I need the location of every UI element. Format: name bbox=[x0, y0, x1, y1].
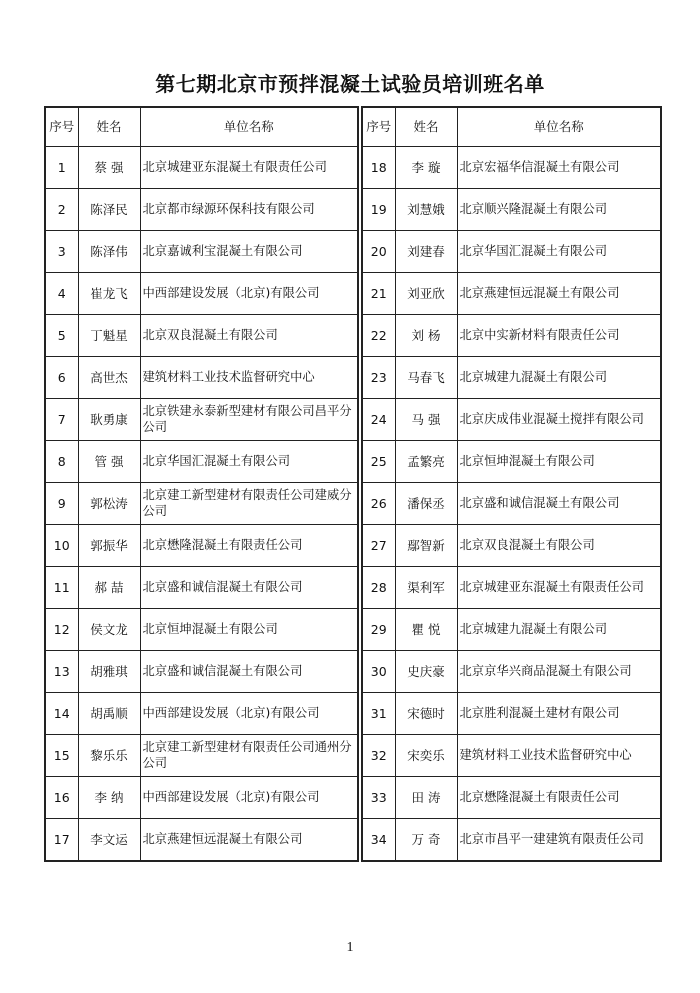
row-unit: 北京懋隆混凝土有限责任公司 bbox=[140, 525, 358, 567]
table-row bbox=[362, 231, 661, 273]
table-row bbox=[45, 735, 358, 777]
row-index: 26 bbox=[362, 483, 395, 525]
row-name: 孟繁亮 bbox=[395, 441, 457, 483]
row-index: 8 bbox=[45, 441, 78, 483]
row-unit: 北京嘉诚利宝混凝土有限公司 bbox=[140, 231, 358, 273]
table-row bbox=[362, 357, 661, 399]
table-row bbox=[45, 441, 358, 483]
table-row bbox=[45, 357, 358, 399]
row-unit: 北京顺兴隆混凝土有限公司 bbox=[457, 189, 661, 231]
table-row bbox=[45, 651, 358, 693]
roster-body-left bbox=[45, 147, 358, 862]
row-name: 丁魁星 bbox=[78, 315, 140, 357]
row-name: 马 强 bbox=[395, 399, 457, 441]
document-title: 第七期北京市预拌混凝土试验员培训班名单 bbox=[155, 72, 545, 96]
row-index: 30 bbox=[362, 651, 395, 693]
table-row bbox=[45, 189, 358, 231]
row-name: 李文运 bbox=[78, 819, 140, 862]
row-index: 28 bbox=[362, 567, 395, 609]
row-unit: 北京建工新型建材有限责任公司建威分公司 bbox=[140, 483, 358, 525]
row-index: 1 bbox=[45, 147, 78, 189]
row-name: 刘亚欣 bbox=[395, 273, 457, 315]
table-row bbox=[45, 147, 358, 189]
row-name: 万 奇 bbox=[395, 819, 457, 862]
row-index: 23 bbox=[362, 357, 395, 399]
table-row bbox=[45, 777, 358, 819]
header-index: 序号 bbox=[362, 107, 395, 147]
row-unit: 北京双良混凝土有限公司 bbox=[457, 525, 661, 567]
row-index: 9 bbox=[45, 483, 78, 525]
row-index: 19 bbox=[362, 189, 395, 231]
table-row bbox=[45, 315, 358, 357]
row-name: 李 纳 bbox=[78, 777, 140, 819]
row-name: 郭松涛 bbox=[78, 483, 140, 525]
row-name: 渠利军 bbox=[395, 567, 457, 609]
row-unit: 中西部建设发展（北京)有限公司 bbox=[140, 273, 358, 315]
row-index: 27 bbox=[362, 525, 395, 567]
row-index: 16 bbox=[45, 777, 78, 819]
table-row bbox=[45, 399, 358, 441]
row-index: 5 bbox=[45, 315, 78, 357]
row-unit: 北京宏福华信混凝土有限公司 bbox=[457, 147, 661, 189]
row-unit: 北京盛和诚信混凝土有限公司 bbox=[140, 567, 358, 609]
roster-table-right bbox=[361, 106, 662, 862]
table-row bbox=[362, 399, 661, 441]
row-name: 刘建春 bbox=[395, 231, 457, 273]
row-index: 21 bbox=[362, 273, 395, 315]
row-name: 陈泽伟 bbox=[78, 231, 140, 273]
row-name: 李 璇 bbox=[395, 147, 457, 189]
header-unit: 单位名称 bbox=[457, 107, 661, 147]
row-unit: 北京建工新型建材有限责任公司通州分公司 bbox=[140, 735, 358, 777]
row-name: 管 强 bbox=[78, 441, 140, 483]
table-row bbox=[45, 273, 358, 315]
row-unit: 北京恒坤混凝土有限公司 bbox=[457, 441, 661, 483]
table-row bbox=[362, 315, 661, 357]
row-name: 刘 杨 bbox=[395, 315, 457, 357]
row-name: 刘慧娥 bbox=[395, 189, 457, 231]
row-unit: 建筑材料工业技术监督研究中心 bbox=[457, 735, 661, 777]
row-unit: 北京燕建恒远混凝土有限公司 bbox=[140, 819, 358, 862]
row-index: 20 bbox=[362, 231, 395, 273]
table-row bbox=[362, 525, 661, 567]
row-index: 33 bbox=[362, 777, 395, 819]
table-row bbox=[362, 189, 661, 231]
row-unit: 中西部建设发展（北京)有限公司 bbox=[140, 693, 358, 735]
table-row bbox=[362, 147, 661, 189]
table-header-row bbox=[362, 107, 661, 147]
row-unit: 北京双良混凝土有限公司 bbox=[140, 315, 358, 357]
row-unit: 北京城建九混凝土有限公司 bbox=[457, 609, 661, 651]
row-index: 25 bbox=[362, 441, 395, 483]
row-index: 13 bbox=[45, 651, 78, 693]
row-name: 黎乐乐 bbox=[78, 735, 140, 777]
row-name: 鄢智新 bbox=[395, 525, 457, 567]
row-index: 6 bbox=[45, 357, 78, 399]
row-unit: 北京都市绿源环保科技有限公司 bbox=[140, 189, 358, 231]
row-name: 胡禹顺 bbox=[78, 693, 140, 735]
roster-table-left bbox=[44, 106, 359, 862]
row-index: 12 bbox=[45, 609, 78, 651]
table-row bbox=[362, 651, 661, 693]
header-index: 序号 bbox=[45, 107, 78, 147]
row-index: 34 bbox=[362, 819, 395, 862]
table-row bbox=[362, 609, 661, 651]
row-name: 瞿 悦 bbox=[395, 609, 457, 651]
row-index: 14 bbox=[45, 693, 78, 735]
row-name: 宋奕乐 bbox=[395, 735, 457, 777]
header-unit: 单位名称 bbox=[140, 107, 358, 147]
row-name: 胡雅琪 bbox=[78, 651, 140, 693]
header-name: 姓名 bbox=[395, 107, 457, 147]
page-number: 1 bbox=[346, 940, 354, 955]
table-row bbox=[362, 441, 661, 483]
row-index: 3 bbox=[45, 231, 78, 273]
table-row bbox=[45, 693, 358, 735]
table-row bbox=[45, 819, 358, 862]
row-unit: 北京铁建永泰新型建材有限公司昌平分公司 bbox=[140, 399, 358, 441]
row-index: 31 bbox=[362, 693, 395, 735]
row-unit: 北京城建九混凝土有限公司 bbox=[457, 357, 661, 399]
table-row bbox=[362, 483, 661, 525]
table-row bbox=[362, 693, 661, 735]
row-name: 陈泽民 bbox=[78, 189, 140, 231]
table-row bbox=[362, 777, 661, 819]
row-name: 郭振华 bbox=[78, 525, 140, 567]
row-index: 32 bbox=[362, 735, 395, 777]
row-unit: 中西部建设发展（北京)有限公司 bbox=[140, 777, 358, 819]
header-name: 姓名 bbox=[78, 107, 140, 147]
table-row bbox=[45, 567, 358, 609]
table-row bbox=[45, 525, 358, 567]
table-row bbox=[45, 609, 358, 651]
row-unit: 北京盛和诚信混凝土有限公司 bbox=[457, 483, 661, 525]
row-index: 4 bbox=[45, 273, 78, 315]
row-index: 10 bbox=[45, 525, 78, 567]
row-unit: 北京胜利混凝土建材有限公司 bbox=[457, 693, 661, 735]
roster-body-right bbox=[362, 147, 661, 862]
row-name: 潘保丞 bbox=[395, 483, 457, 525]
row-index: 11 bbox=[45, 567, 78, 609]
row-name: 崔龙飞 bbox=[78, 273, 140, 315]
row-unit: 北京京华兴商品混凝土有限公司 bbox=[457, 651, 661, 693]
row-unit: 北京懋隆混凝土有限责任公司 bbox=[457, 777, 661, 819]
row-name: 田 涛 bbox=[395, 777, 457, 819]
row-unit: 北京庆成伟业混凝土搅拌有限公司 bbox=[457, 399, 661, 441]
table-header-row bbox=[45, 107, 358, 147]
row-name: 侯文龙 bbox=[78, 609, 140, 651]
row-unit: 北京华国汇混凝土有限公司 bbox=[140, 441, 358, 483]
row-unit: 北京城建亚东混凝土有限责任公司 bbox=[140, 147, 358, 189]
row-unit: 北京城建亚东混凝土有限责任公司 bbox=[457, 567, 661, 609]
row-index: 29 bbox=[362, 609, 395, 651]
row-index: 2 bbox=[45, 189, 78, 231]
row-index: 7 bbox=[45, 399, 78, 441]
table-row bbox=[45, 231, 358, 273]
row-index: 24 bbox=[362, 399, 395, 441]
row-name: 耿勇康 bbox=[78, 399, 140, 441]
row-unit: 北京华国汇混凝土有限公司 bbox=[457, 231, 661, 273]
row-index: 18 bbox=[362, 147, 395, 189]
row-unit: 北京燕建恒远混凝土有限公司 bbox=[457, 273, 661, 315]
row-name: 宋德时 bbox=[395, 693, 457, 735]
row-index: 22 bbox=[362, 315, 395, 357]
row-unit: 北京恒坤混凝土有限公司 bbox=[140, 609, 358, 651]
table-row bbox=[362, 819, 661, 862]
row-index: 17 bbox=[45, 819, 78, 862]
table-row bbox=[45, 483, 358, 525]
row-unit: 北京市昌平一建建筑有限责任公司 bbox=[457, 819, 661, 862]
row-index: 15 bbox=[45, 735, 78, 777]
row-unit: 北京盛和诚信混凝土有限公司 bbox=[140, 651, 358, 693]
row-name: 史庆豪 bbox=[395, 651, 457, 693]
table-row bbox=[362, 735, 661, 777]
row-unit: 建筑材料工业技术监督研究中心 bbox=[140, 357, 358, 399]
table-row bbox=[362, 567, 661, 609]
row-name: 马春飞 bbox=[395, 357, 457, 399]
row-name: 高世杰 bbox=[78, 357, 140, 399]
row-name: 蔡 强 bbox=[78, 147, 140, 189]
row-unit: 北京中实新材料有限责任公司 bbox=[457, 315, 661, 357]
table-row bbox=[362, 273, 661, 315]
row-name: 郝 喆 bbox=[78, 567, 140, 609]
